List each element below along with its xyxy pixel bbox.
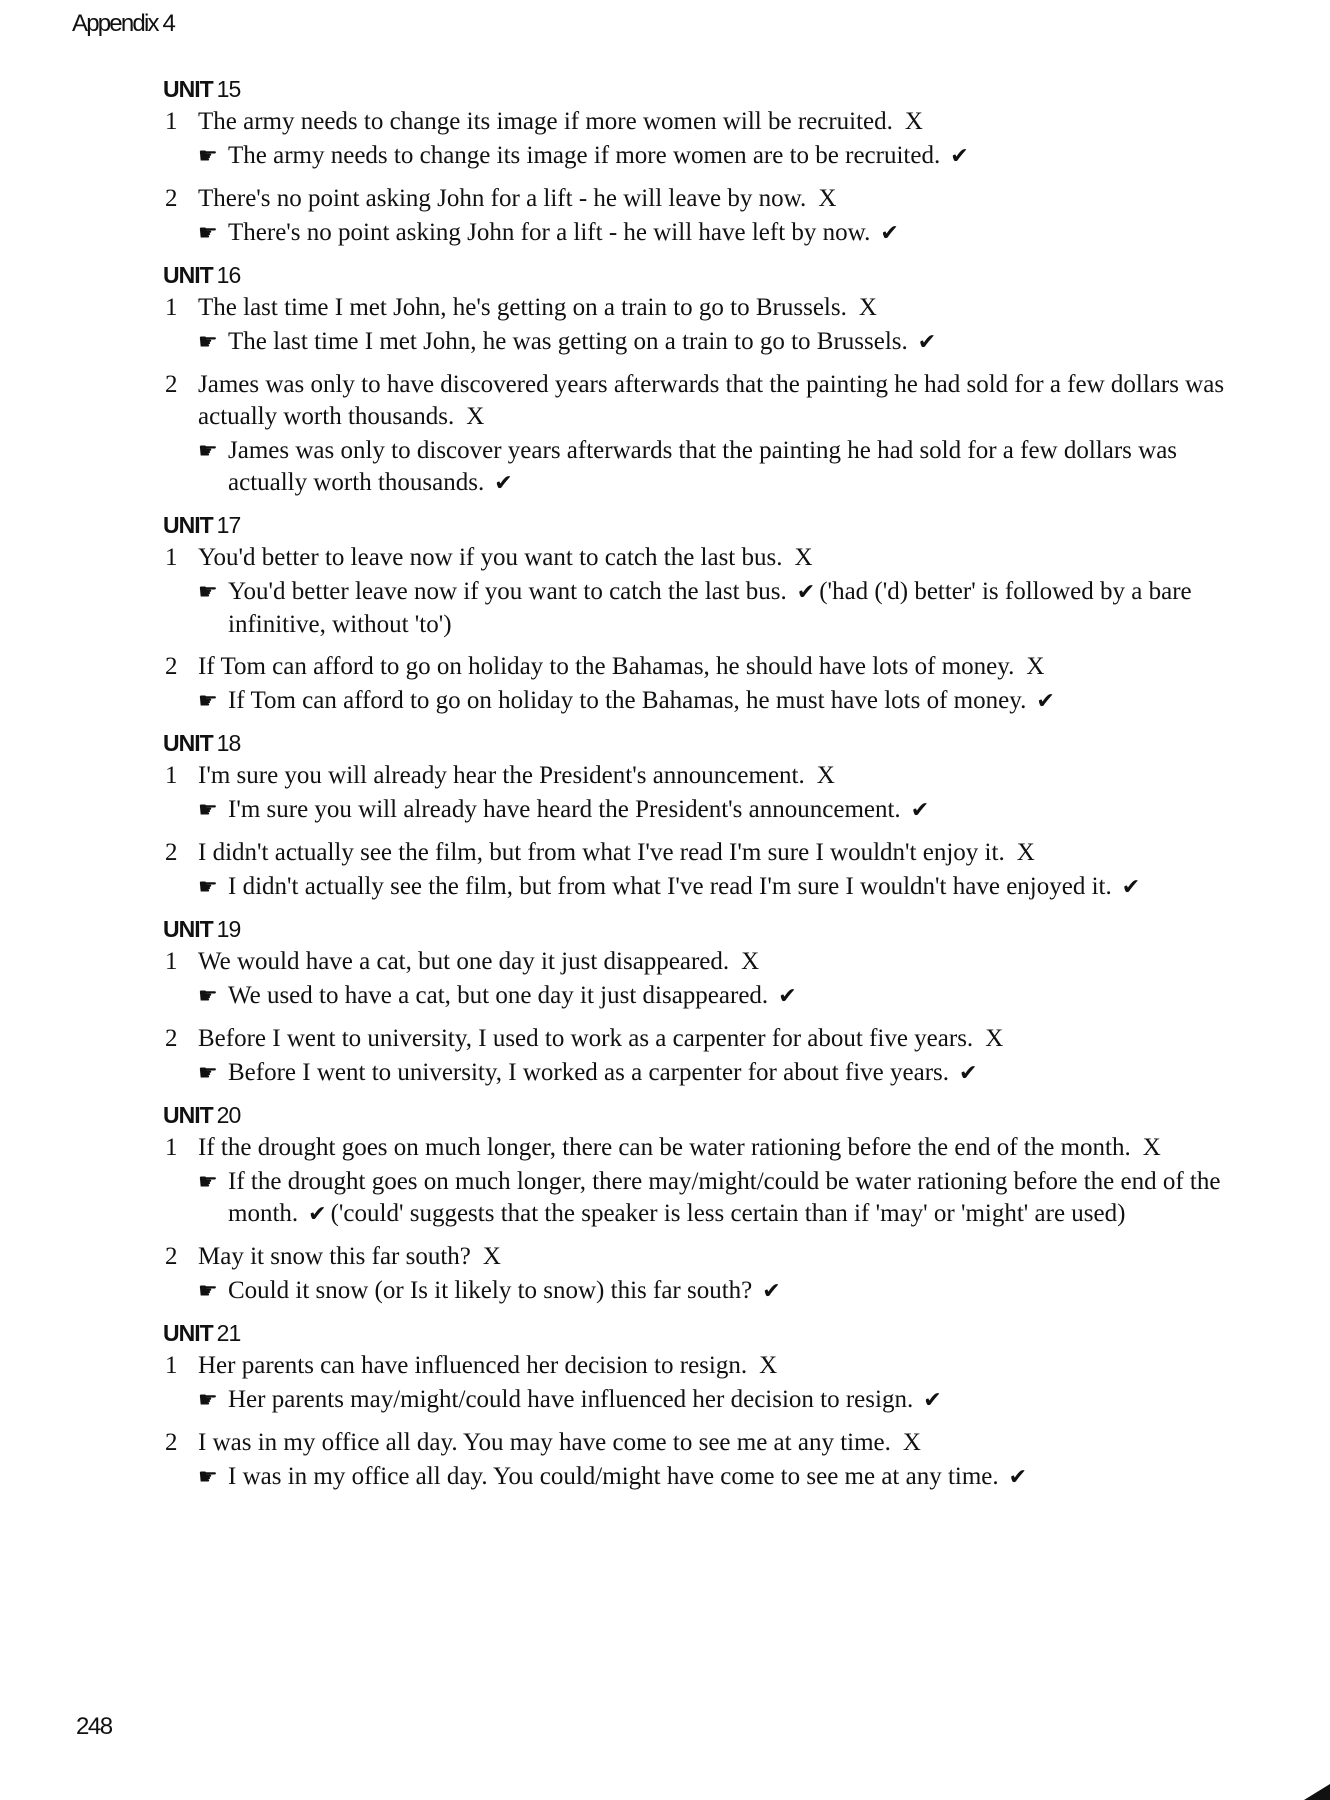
incorrect-sentence: [198, 837, 1248, 869]
cross-icon: X: [816, 762, 835, 789]
incorrect-sentence: [198, 106, 1248, 138]
pointing-hand-icon: ☛: [198, 983, 218, 1008]
corrected-sentence: [198, 1461, 1248, 1494]
cross-icon: X: [1142, 1134, 1161, 1161]
incorrect-text: You'd better to leave now if you want to catch the last bus.: [198, 544, 783, 571]
incorrect-sentence: [198, 369, 1248, 433]
incorrect-sentence: [198, 542, 1248, 574]
unit-heading: [163, 510, 1248, 542]
corrected-text: If Tom can afford to go on holiday to the Bahamas, he must have lots of money.: [228, 687, 1027, 714]
pointing-hand-icon: ☛: [198, 1464, 218, 1489]
checkmark-icon: ✔: [1036, 689, 1055, 714]
incorrect-text: I'm sure you will already hear the President's announcement.: [198, 762, 805, 789]
cross-icon: X: [902, 1429, 921, 1456]
unit-section: [163, 1318, 1248, 1494]
corrected-sentence: [198, 871, 1248, 904]
pointing-hand-icon: ☛: [198, 688, 218, 713]
corrected-text: I was in my office all day. You could/might have come to see me at any time.: [228, 1463, 999, 1490]
corrected-sentence: [198, 1166, 1248, 1231]
cross-icon: X: [858, 294, 877, 321]
pointing-hand-icon: ☛: [198, 1278, 218, 1303]
incorrect-text: Before I went to university, I used to work as a carpenter for about five years.: [198, 1025, 974, 1052]
answer-item: [163, 183, 1248, 250]
corrected-sentence: [198, 685, 1248, 718]
checkmark-icon: ✔: [1121, 875, 1141, 900]
unit-label: UNIT: [163, 1320, 213, 1346]
corrected-sentence: [198, 217, 1248, 250]
explanation-note: ('could' suggests that the speaker is less certain than if 'may' or 'might' are used): [330, 1200, 1126, 1227]
incorrect-text: Her parents can have influenced her decision to resign.: [198, 1352, 748, 1379]
cross-icon: X: [818, 185, 837, 212]
page-number: 248: [76, 1713, 112, 1740]
incorrect-sentence: [198, 651, 1248, 683]
corrected-text: Her parents may/might/could have influenced her decision to resign.: [228, 1386, 914, 1413]
item-number: 2: [165, 1025, 178, 1052]
unit-section: [163, 728, 1248, 904]
item-number: 1: [165, 108, 178, 135]
unit-number: 19: [216, 916, 241, 942]
cross-icon: X: [759, 1352, 778, 1379]
checkmark-icon: ✔: [910, 798, 930, 823]
unit-section: [163, 510, 1248, 718]
incorrect-sentence: [198, 1241, 1248, 1273]
incorrect-text: The army needs to change its image if more women will be recruited.: [198, 108, 893, 135]
corrected-text: James was only to discover years afterwards that the painting he had sold for a few dollars was actually worth thousands.: [228, 437, 1178, 496]
checkmark-icon: ✔: [796, 580, 816, 605]
corrected-text: I'm sure you will already have heard the President's announcement.: [228, 796, 901, 823]
checkmark-icon: ✔: [923, 1388, 942, 1413]
unit-label: UNIT: [163, 262, 213, 288]
answer-item: [163, 106, 1248, 173]
unit-heading: [163, 914, 1248, 946]
pointing-hand-icon: ☛: [198, 1169, 218, 1194]
pointing-hand-icon: ☛: [198, 329, 218, 354]
corrected-sentence: [198, 980, 1248, 1013]
cross-icon: X: [466, 403, 485, 430]
unit-label: UNIT: [163, 1102, 213, 1128]
checkmark-icon: ✔: [1008, 1465, 1028, 1490]
item-number: 2: [165, 371, 178, 398]
cross-icon: X: [1026, 653, 1045, 680]
incorrect-sentence: [198, 183, 1248, 215]
item-number: 2: [165, 1429, 178, 1456]
pointing-hand-icon: ☛: [198, 1060, 218, 1085]
unit-heading: [163, 74, 1248, 106]
answer-item: [163, 946, 1248, 1013]
answer-item: [163, 837, 1248, 904]
answer-item: [163, 1023, 1248, 1090]
corrected-text: I didn't actually see the film, but from what I've read I'm sure I wouldn't have enjoyed it.: [228, 873, 1112, 900]
answer-item: [163, 1241, 1248, 1308]
answer-key: [163, 74, 1248, 1504]
corrected-sentence: [198, 1275, 1248, 1308]
checkmark-icon: ✔: [778, 984, 797, 1009]
checkmark-icon: ✔: [308, 1202, 327, 1227]
corrected-text: You'd better leave now if you want to catch the last bus.: [228, 578, 787, 605]
item-number: 2: [165, 185, 178, 212]
cross-icon: X: [482, 1243, 501, 1270]
corrected-text: Could it snow (or Is it likely to snow) this far south?: [228, 1277, 753, 1304]
item-number: 2: [165, 653, 178, 680]
cross-icon: X: [1016, 839, 1035, 866]
incorrect-sentence: [198, 292, 1248, 324]
answer-item: [163, 292, 1248, 359]
answer-item: [163, 651, 1248, 718]
cross-icon: X: [741, 948, 760, 975]
checkmark-icon: ✔: [959, 1061, 978, 1086]
checkmark-icon: ✔: [950, 144, 969, 169]
unit-section: [163, 74, 1248, 250]
checkmark-icon: ✔: [762, 1279, 781, 1304]
corrected-sentence: [198, 1057, 1248, 1090]
corrected-sentence: [198, 435, 1248, 500]
pointing-hand-icon: ☛: [198, 797, 218, 822]
unit-heading: [163, 260, 1248, 292]
corrected-sentence: [198, 576, 1248, 641]
answer-item: [163, 1427, 1248, 1494]
pointing-hand-icon: ☛: [198, 874, 218, 899]
checkmark-icon: ✔: [917, 330, 937, 355]
answer-item: [163, 542, 1248, 641]
answer-item: [163, 1132, 1248, 1231]
item-number: 1: [165, 1134, 178, 1161]
checkmark-icon: ✔: [880, 221, 899, 246]
incorrect-text: I didn't actually see the film, but from what I've read I'm sure I wouldn't enjoy it.: [198, 839, 1005, 866]
explanation-note: ('had ('d) better' is followed by a bare infinitive, without 'to'): [228, 578, 1192, 638]
answer-item: [163, 369, 1248, 500]
incorrect-text: James was only to have discovered years afterwards that the painting he had sold for a few dollars was actually worth thousands.: [198, 371, 1225, 430]
corrected-text: We used to have a cat, but one day it just disappeared.: [228, 982, 769, 1009]
unit-number: 16: [216, 262, 241, 288]
incorrect-sentence: [198, 1023, 1248, 1055]
item-number: 1: [165, 1352, 178, 1379]
incorrect-text: The last time I met John, he's getting on a train to go to Brussels.: [198, 294, 847, 321]
incorrect-text: May it snow this far south?: [198, 1243, 471, 1270]
unit-number: 15: [216, 76, 241, 102]
incorrect-sentence: [198, 1350, 1248, 1382]
incorrect-text: We would have a cat, but one day it just disappeared.: [198, 948, 730, 975]
item-number: 2: [165, 839, 178, 866]
corrected-sentence: [198, 1384, 1248, 1417]
corrected-text: Before I went to university, I worked as a carpenter for about five years.: [228, 1059, 950, 1086]
corrected-text: The last time I met John, he was getting on a train to go to Brussels.: [228, 328, 908, 355]
pointing-hand-icon: ☛: [198, 143, 218, 168]
unit-number: 17: [216, 512, 241, 538]
unit-label: UNIT: [163, 730, 213, 756]
unit-number: 21: [216, 1320, 241, 1346]
cross-icon: X: [794, 544, 813, 571]
item-number: 1: [165, 294, 178, 321]
unit-label: UNIT: [163, 76, 213, 102]
incorrect-text: There's no point asking John for a lift - he will leave by now.: [198, 185, 807, 212]
pointing-hand-icon: ☛: [198, 1387, 218, 1412]
unit-heading: [163, 728, 1248, 760]
unit-number: 18: [216, 730, 241, 756]
cross-icon: X: [904, 108, 923, 135]
incorrect-sentence: [198, 1427, 1248, 1459]
corner-arrow-icon: [1304, 1784, 1330, 1800]
unit-section: [163, 260, 1248, 500]
pointing-hand-icon: ☛: [198, 579, 218, 604]
item-number: 2: [165, 1243, 178, 1270]
item-number: 1: [165, 544, 178, 571]
incorrect-sentence: [198, 1132, 1248, 1164]
item-number: 1: [165, 762, 178, 789]
unit-heading: [163, 1100, 1248, 1132]
unit-label: UNIT: [163, 916, 213, 942]
pointing-hand-icon: ☛: [198, 438, 218, 463]
unit-label: UNIT: [163, 512, 213, 538]
checkmark-icon: ✔: [494, 471, 513, 496]
corrected-sentence: [198, 140, 1248, 173]
incorrect-text: If Tom can afford to go on holiday to the Bahamas, he should have lots of money.: [198, 653, 1015, 680]
unit-section: [163, 914, 1248, 1090]
answer-item: [163, 760, 1248, 827]
answer-item: [163, 1350, 1248, 1417]
corrected-text: If the drought goes on much longer, there may/might/could be water rationing before the end of the month.: [228, 1168, 1221, 1227]
incorrect-text: If the drought goes on much longer, there can be water rationing before the end of the month.: [198, 1134, 1131, 1161]
corrected-sentence: [198, 326, 1248, 359]
corrected-text: There's no point asking John for a lift - he will have left by now.: [228, 219, 871, 246]
incorrect-text: I was in my office all day. You may have come to see me at any time.: [198, 1429, 891, 1456]
corrected-text: The army needs to change its image if more women are to be recruited.: [228, 142, 941, 169]
incorrect-sentence: [198, 946, 1248, 978]
cross-icon: X: [985, 1025, 1004, 1052]
pointing-hand-icon: ☛: [198, 220, 218, 245]
unit-section: [163, 1100, 1248, 1308]
corrected-sentence: [198, 794, 1248, 827]
unit-heading: [163, 1318, 1248, 1350]
incorrect-sentence: [198, 760, 1248, 792]
unit-number: 20: [216, 1102, 241, 1128]
running-header: Appendix 4: [72, 10, 175, 37]
item-number: 1: [165, 948, 178, 975]
